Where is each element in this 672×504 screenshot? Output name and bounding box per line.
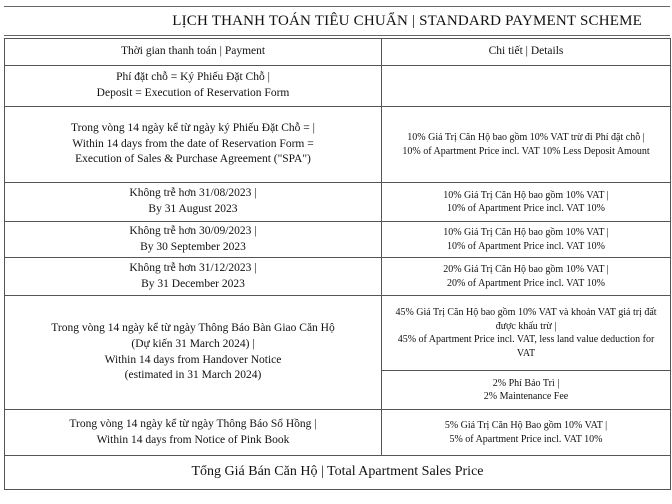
cell-line: Within 14 days from the date of Reservation Form = bbox=[72, 137, 314, 150]
cell-line: Không trễ hơn 31/08/2023 | bbox=[129, 187, 257, 200]
cell-line: Within 14 days from Notice of Pink Book bbox=[96, 433, 290, 446]
document-title: LỊCH THANH TOÁN TIÊU CHUẨN | STANDARD PAYMENT SCHEME bbox=[4, 6, 670, 36]
payment-cell bbox=[5, 296, 382, 410]
table-footer-row bbox=[5, 456, 671, 490]
cell-line: 2% Maintenance Fee bbox=[483, 391, 569, 402]
total-price-cell: Tổng Giá Bán Căn Hộ | Total Apartment Sales Price bbox=[5, 456, 671, 490]
payment-cell bbox=[5, 183, 382, 222]
details-cell bbox=[382, 107, 671, 183]
details-cell bbox=[382, 222, 671, 258]
table-row bbox=[5, 410, 671, 456]
cell-line: By 31 August 2023 bbox=[148, 203, 238, 215]
cell-line: 20% Giá Trị Căn Hộ bao gồm 10% VAT | bbox=[443, 264, 609, 275]
details-cell bbox=[382, 66, 671, 107]
table-row bbox=[5, 66, 671, 107]
cell-line: VAT bbox=[516, 347, 536, 359]
cell-line: 2% Phí Bảo Trì | bbox=[492, 377, 560, 389]
details-cell bbox=[382, 371, 671, 410]
header-details: Chi tiết | Details bbox=[382, 39, 671, 66]
cell-line: 10% of Apartment Price incl. VAT 10% bbox=[446, 240, 606, 252]
cell-line: Không trễ hơn 31/12/2023 | bbox=[129, 261, 257, 274]
cell-line: Trong vòng 14 ngày kể từ ngày ký Phiếu Đặt Chỗ = | bbox=[71, 122, 315, 135]
cell-line: 10% of Apartment Price incl. VAT 10% Less Deposit Amount bbox=[402, 145, 650, 157]
cell-line: 10% Giá Trị Căn Hộ bao gồm 10% VAT trừ đi Phí đặt chỗ | bbox=[407, 132, 645, 143]
cell-line: Trong vòng 14 ngày kể từ ngày Thông Báo Bàn Giao Căn Hộ bbox=[51, 322, 335, 335]
cell-line: 45% of Apartment Price incl. VAT, less land value deduction for bbox=[397, 334, 655, 345]
cell-line: 10% Giá Trị Căn Hộ bao gồm 10% VAT | bbox=[443, 189, 609, 201]
details-cell bbox=[382, 296, 671, 371]
cell-line: 20% of Apartment Price incl. VAT 10% bbox=[446, 277, 606, 289]
table-row bbox=[5, 222, 671, 258]
payment-scheme-document bbox=[4, 6, 670, 500]
table-row bbox=[5, 183, 671, 222]
cell-line: 10% of Apartment Price incl. VAT 10% bbox=[446, 203, 606, 214]
cell-line: Không trễ hơn 30/09/2023 | bbox=[129, 224, 257, 237]
cell-line: (Dự kiến 31 March 2024) | bbox=[131, 337, 255, 350]
details-cell bbox=[382, 183, 671, 222]
cell-line: 5% of Apartment Price incl. VAT 10% bbox=[449, 433, 603, 445]
payment-cell bbox=[5, 66, 382, 107]
table-row bbox=[5, 296, 671, 371]
cell-line: By 30 September 2023 bbox=[140, 240, 246, 253]
table-row bbox=[5, 107, 671, 183]
cell-line: 10% Giá Trị Căn Hộ bao gồm 10% VAT | bbox=[443, 227, 609, 238]
cell-line: Trong vòng 14 ngày kể từ ngày Thông Báo Sổ Hồng | bbox=[69, 417, 317, 430]
payment-cell bbox=[5, 258, 382, 296]
cell-line: (estimated in 31 March 2024) bbox=[124, 369, 262, 382]
cell-line: Execution of Sales & Purchase Agreement ("SPA") bbox=[75, 153, 311, 166]
cell-line: Within 14 days from Handover Notice bbox=[104, 353, 282, 366]
payment-cell bbox=[5, 222, 382, 258]
cell-line: được khấu trừ | bbox=[495, 320, 557, 332]
cell-line: 45% Giá Trị Căn Hộ bao gồm 10% VAT và khoản VAT giá trị đất bbox=[395, 307, 657, 318]
payment-cell bbox=[5, 410, 382, 456]
details-cell bbox=[382, 410, 671, 456]
cell-line: Phí đặt chỗ = Ký Phiếu Đặt Chỗ | bbox=[116, 71, 270, 84]
cell-line: Deposit = Execution of Reservation Form bbox=[96, 87, 290, 99]
payment-cell bbox=[5, 107, 382, 183]
table-row bbox=[5, 258, 671, 296]
payment-table bbox=[4, 38, 671, 490]
header-payment: Thời gian thanh toán | Payment bbox=[5, 39, 382, 66]
table-header-row bbox=[5, 39, 671, 66]
cell-line: By 31 December 2023 bbox=[141, 277, 245, 290]
details-cell bbox=[382, 258, 671, 296]
cell-line: 5% Giá Trị Căn Hộ Bao gồm 10% VAT | bbox=[444, 420, 608, 431]
